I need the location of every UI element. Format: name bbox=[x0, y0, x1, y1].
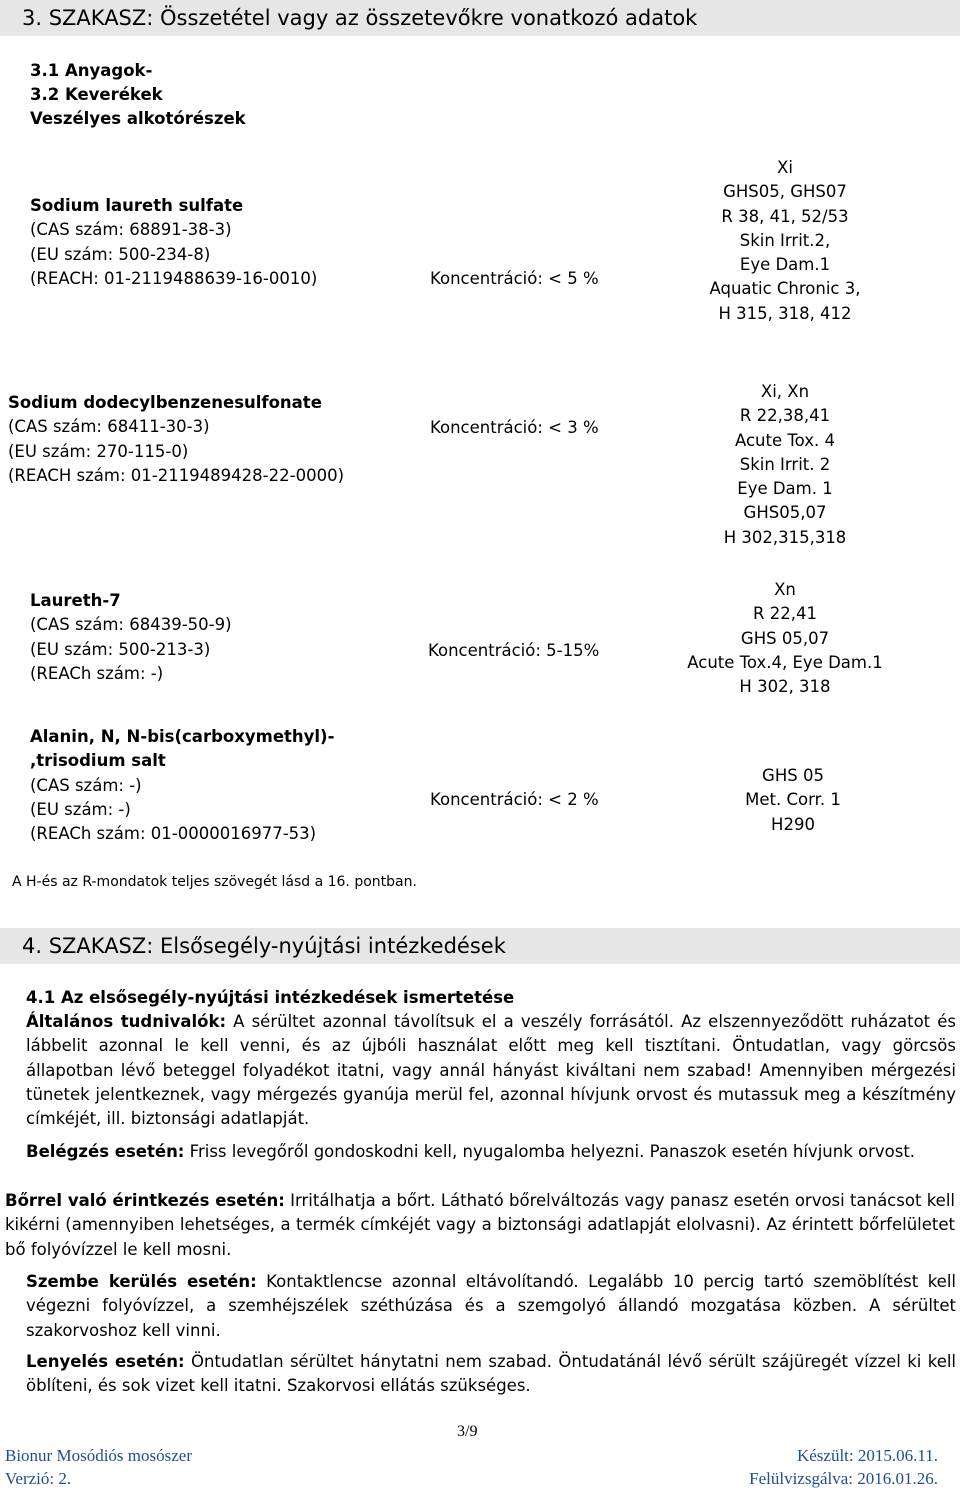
reach-number: (REACh szám: 01-0000016977-53) bbox=[30, 824, 317, 844]
inhalation-text: Friss levegőről gondoskodni kell, nyugalomba helyezni. Panaszok esetén hívjunk orvost. bbox=[184, 1142, 916, 1161]
footer-revised-date: Felülvizsgálva: 2016.01.26. bbox=[749, 1469, 938, 1488]
general-info-label: Általános tudnivalók: bbox=[26, 1012, 227, 1031]
general-info-text: A sérültet azonnal távolítsuk el a veszély forrásától. Az elszennyeződött ruházatot és lábbelit azonnal le kell venni, és az újbóli használat előtt meg kell tisztítani. Öntudatlan, vagy görcsös állapotban lévő beteggel folyadékot itatni, vagy annál hányást kiváltani nem szabad! Amennyiben mérgezési tünetek jelentkeznek, vagy mérgezés gyanúja merül fel, azonnal hívjunk orvost és mutassuk meg a készítmény címkéjét, ill. biztonsági adatlapját. bbox=[26, 1012, 956, 1129]
eye-contact-label: Szembe kerülés esetén: bbox=[26, 1272, 257, 1291]
reach-number: (REACh szám: -) bbox=[30, 663, 164, 683]
component-name-line-1: Alanin, N, N-bis(carboxymethyl)- bbox=[30, 727, 335, 746]
skin-contact-label: Bőrrel való érintkezés esetén: bbox=[5, 1191, 285, 1210]
cas-number: (CAS szám: 68411-30-3) bbox=[8, 417, 210, 437]
skin-contact-text: Irritálhatja a bőrt. Látható bőrelváltozás vagy panasz esetén orvosi tanácsot kell kikérni (amennyiben lehetséges, a termék címkéjét vagy a biztonsági adatlapját elolvasni). Az érintett bőrfelületet bő folyóvízzel le kell mosni. bbox=[5, 1191, 955, 1259]
footer-created-date: Készült: 2015.06.11. bbox=[796, 1446, 938, 1465]
cas-number: (CAS szám: 68439-50-9) bbox=[30, 615, 232, 635]
inhalation-paragraph bbox=[26, 1140, 956, 1164]
component-name-line-2: ,trisodium salt bbox=[30, 751, 166, 771]
inhalation-label: Belégzés esetén: bbox=[26, 1142, 185, 1161]
eu-number: (EU szám: 500-234-8) bbox=[30, 244, 211, 264]
classification: Xi GHS05, GHS07 R 38, 41, 52/53 Skin Irrit.2, Eye Dam.1 Aquatic Chronic 3, H 315, 318, 412 bbox=[709, 158, 861, 323]
ingestion-text: Öntudatlan sérültet hánytatni nem szabad. Öntudatánál lévő sérült szájüregét vízzel ki kell öblíteni, és sok vizet kell itatni. Szakorvosi ellátás szükséges. bbox=[26, 1352, 957, 1396]
eu-number: (EU szám: 270-115-0) bbox=[8, 441, 189, 461]
hazardous-components-heading: Veszélyes alkotórészek bbox=[30, 109, 246, 128]
eye-contact-paragraph bbox=[26, 1270, 956, 1343]
concentration: Koncentráció: < 3 % bbox=[430, 418, 599, 437]
page-number: 3/9 bbox=[457, 1423, 478, 1440]
eye-contact-text: Kontaktlencse azonnal eltávolítandó. Legalább 10 percig tartó szemöblítést kell végezni folyóvízzel, a szemhéjszélek széthúzása és a szemgolyó állandó mozgatása közben. A sérültet szakorvoshoz kell vinni. bbox=[26, 1272, 956, 1340]
classification: GHS 05 Met. Corr. 1 H290 bbox=[745, 766, 841, 834]
component-name: Sodium dodecylbenzenesulfonate bbox=[8, 393, 322, 412]
section-4-title: 4. SZAKASZ: Elsősegély-nyújtási intézkedések bbox=[22, 934, 506, 958]
component-identity bbox=[30, 725, 334, 846]
reach-number: (REACH: 01-2119488639-16-0010) bbox=[30, 268, 318, 288]
concentration: Koncentráció: < 2 % bbox=[430, 790, 599, 809]
cas-number: (CAS szám: 68891-38-3) bbox=[30, 220, 232, 240]
section-4-header bbox=[0, 928, 960, 964]
component-identity bbox=[8, 391, 344, 488]
footer-version: Verzió: 2. bbox=[5, 1469, 72, 1488]
ingestion-label: Lenyelés esetén: bbox=[26, 1352, 185, 1371]
concentration: Koncentráció: 5-15% bbox=[428, 641, 600, 660]
subsection-3-2: 3.2 Keverékek bbox=[30, 85, 163, 104]
classification: Xi, Xn R 22,38,41 Acute Tox. 4 Skin Irrit. 2 Eye Dam. 1 GHS05,07 H 302,315,318 bbox=[723, 382, 847, 547]
component-identity bbox=[30, 194, 317, 291]
subsection-4-1: 4.1 Az elsősegély-nyújtási intézkedések ismertetése bbox=[26, 988, 515, 1007]
cas-number: (CAS szám: -) bbox=[30, 775, 142, 795]
general-info-paragraph bbox=[26, 1010, 956, 1131]
classification: Xn R 22,41 GHS 05,07 Acute Tox.4, Eye Dam.1 H 302, 318 bbox=[687, 580, 883, 697]
skin-contact-paragraph bbox=[5, 1189, 955, 1262]
concentration: Koncentráció: < 5 % bbox=[430, 269, 599, 288]
eu-number: (EU szám: -) bbox=[30, 799, 131, 819]
reach-number: (REACH szám: 01-2119489428-22-0000) bbox=[8, 465, 345, 485]
hr-phrases-note: A H-és az R-mondatok teljes szövegét lásd a 16. pontban. bbox=[12, 874, 417, 890]
footer-product-name: Bionur Mosódiós mosószer bbox=[5, 1446, 192, 1465]
ingestion-paragraph bbox=[26, 1350, 956, 1399]
section-3-title: 3. SZAKASZ: Összetétel vagy az összetevőkre vonatkozó adatok bbox=[22, 6, 698, 30]
component-identity bbox=[30, 589, 232, 686]
component-name: Sodium laureth sulfate bbox=[30, 196, 244, 215]
eu-number: (EU szám: 500-213-3) bbox=[30, 639, 211, 659]
section-3-header bbox=[0, 0, 960, 36]
subsection-3-1: 3.1 Anyagok- bbox=[30, 61, 153, 80]
component-name: Laureth-7 bbox=[30, 591, 121, 610]
